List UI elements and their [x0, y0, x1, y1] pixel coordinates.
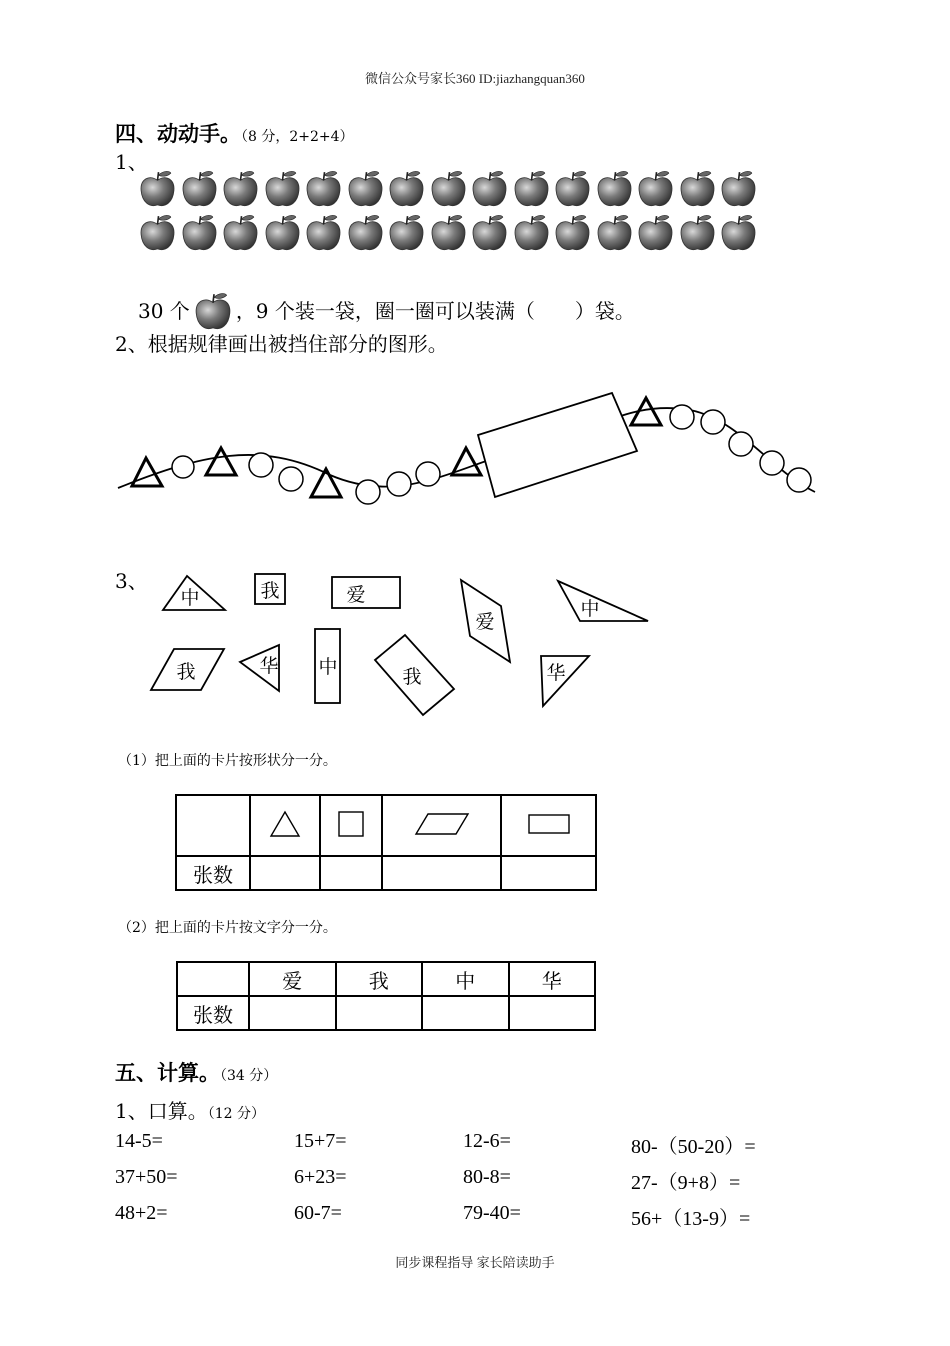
cards-figure [0, 565, 950, 725]
table2-corner [177, 962, 249, 996]
apple-icon [179, 212, 220, 253]
circle-shape [787, 468, 811, 492]
rectangle-icon [527, 812, 571, 836]
answer-cell[interactable] [336, 996, 423, 1030]
card-rectangle-wo [375, 635, 454, 715]
apple-icon [428, 212, 469, 253]
circle-shape [670, 405, 694, 429]
apple-icon [552, 168, 593, 209]
covering-rectangle [478, 393, 637, 497]
section-five-heading: 五、计算。 [115, 1060, 220, 1085]
apple-icon [511, 212, 552, 253]
q2-text: 2、根据规律画出被挡住部分的图形。 [115, 332, 448, 356]
shape-count-table [175, 794, 597, 891]
apple-icon [262, 168, 303, 209]
circle-shape [279, 467, 303, 491]
header-triangle [250, 795, 320, 856]
apple-icon [220, 168, 261, 209]
apple-icon [179, 168, 220, 209]
apple-icon [428, 168, 469, 209]
section-four-points: （8 分，2+2+4） [241, 129, 354, 145]
circle-shape [356, 480, 380, 504]
circle-shape [172, 456, 194, 478]
card-rectangle-ai [332, 577, 400, 608]
calc-0-2: 12-6= [463, 1130, 511, 1152]
section-four-title [115, 118, 354, 148]
apple-icon [220, 212, 261, 253]
q3-sub2: （2）把上面的卡片按文字分一分。 [118, 920, 337, 936]
card-triangle-zhong-2 [558, 581, 648, 621]
apple-row-1 [137, 168, 760, 209]
apple-icon [303, 212, 344, 253]
apple-icon [386, 212, 427, 253]
header-zhong: 中 [422, 962, 509, 996]
oral-calc-title [115, 1095, 265, 1124]
triangle-icon [269, 810, 301, 838]
circle-shape [729, 432, 753, 456]
answer-cell[interactable] [249, 996, 336, 1030]
table1-row-label: 张数 [176, 856, 250, 890]
section-five-points: （34 分） [220, 1068, 278, 1084]
triangle-shape [132, 458, 162, 486]
card-triangle-hua-2 [541, 656, 589, 706]
pattern-figure [0, 380, 950, 530]
section-four-heading: 四、动动手。 [115, 121, 241, 146]
card-parallelogram-ai [461, 580, 510, 662]
apple-icon [552, 212, 593, 253]
apple-icon [137, 212, 178, 253]
q1-text-post: ，9 个装一袋，圈一圈可以装满（ ）袋。 [235, 299, 635, 323]
header-hua: 华 [509, 962, 596, 996]
header-square [320, 795, 382, 856]
card-label: 我 [176, 661, 196, 683]
calc-1-1: 6+23= [294, 1166, 347, 1188]
circle-shape [416, 462, 440, 486]
triangle-shape [206, 448, 236, 475]
apple-icon [511, 168, 552, 209]
card-label: 爱 [475, 611, 495, 633]
calc-2-2: 79-40= [463, 1202, 521, 1224]
circle-shape [701, 410, 725, 434]
q3-number: 3、 [115, 569, 148, 593]
answer-cell[interactable] [501, 856, 596, 890]
apple-icon [192, 290, 234, 332]
card-triangle-hua [240, 645, 279, 691]
card-label: 华 [259, 655, 279, 677]
apple-row-2 [137, 212, 760, 253]
apple-icon [635, 168, 676, 209]
answer-cell[interactable] [320, 856, 382, 890]
calc-0-3: 80-（50-20）= [631, 1136, 756, 1158]
calc-1-0: 37+50= [115, 1166, 178, 1188]
calc-0-1: 15+7= [294, 1130, 347, 1152]
card-label: 中 [318, 656, 338, 678]
word-count-table [176, 961, 596, 1031]
calc-1-2: 80-8= [463, 1166, 511, 1188]
card-label: 华 [546, 662, 566, 684]
card-label: 中 [180, 587, 200, 609]
circle-shape [387, 472, 411, 496]
header-ai: 爱 [249, 962, 336, 996]
card-label: 我 [402, 666, 422, 688]
q1-text-pre: 30 个 [138, 299, 190, 323]
calc-1-3: 27-（9+8）= [631, 1172, 741, 1194]
page-header: 微信公众号家长360 ID:jiazhangquan360 [365, 71, 585, 86]
oral-calc-heading: 1、口算。 [115, 1099, 208, 1123]
circle-shape [249, 453, 273, 477]
calc-2-1: 60-7= [294, 1202, 342, 1224]
apple-icon [469, 168, 510, 209]
table1-corner [176, 795, 250, 856]
parallelogram-icon [414, 812, 470, 836]
section-five-title [115, 1057, 277, 1087]
table2-row-label: 张数 [177, 996, 249, 1030]
card-label: 我 [260, 580, 280, 602]
square-icon [337, 810, 365, 838]
apple-icon [386, 168, 427, 209]
calc-2-0: 48+2= [115, 1202, 168, 1224]
apple-icon [635, 212, 676, 253]
apple-icon [345, 168, 386, 209]
answer-cell[interactable] [422, 996, 509, 1030]
card-square-wo [255, 574, 285, 604]
apple-icon [137, 168, 178, 209]
calc-2-3: 56+（13-9）= [631, 1208, 751, 1230]
apple-icon [718, 168, 759, 209]
header-rectangle [501, 795, 596, 856]
card-rectangle-zhong [315, 629, 340, 703]
answer-cell[interactable] [509, 996, 596, 1030]
header-parallelogram [382, 795, 501, 856]
apple-icon [594, 168, 635, 209]
apple-icon [345, 212, 386, 253]
page-footer: 同步课程指导 家长陪读助手 [395, 1255, 555, 1270]
apple-icon [677, 168, 718, 209]
q1-number: 1、 [115, 150, 148, 174]
q1-question [138, 290, 635, 332]
answer-cell[interactable] [250, 856, 320, 890]
header-wo: 我 [336, 962, 423, 996]
apple-icon [262, 212, 303, 253]
apple-icon [594, 212, 635, 253]
q3-sub1: （1）把上面的卡片按形状分一分。 [118, 753, 337, 769]
apple-icon [677, 212, 718, 253]
apple-icon [303, 168, 344, 209]
card-label: 中 [580, 598, 600, 620]
apple-icon [469, 212, 510, 253]
card-triangle-zhong [163, 576, 225, 610]
card-label: 爱 [346, 584, 366, 606]
apple-icon [718, 212, 759, 253]
card-parallelogram-wo [151, 649, 224, 690]
oral-calc-points: （12 分） [207, 1106, 265, 1122]
answer-cell[interactable] [382, 856, 501, 890]
calc-0-0: 14-5= [115, 1130, 163, 1152]
circle-shape [760, 451, 784, 475]
